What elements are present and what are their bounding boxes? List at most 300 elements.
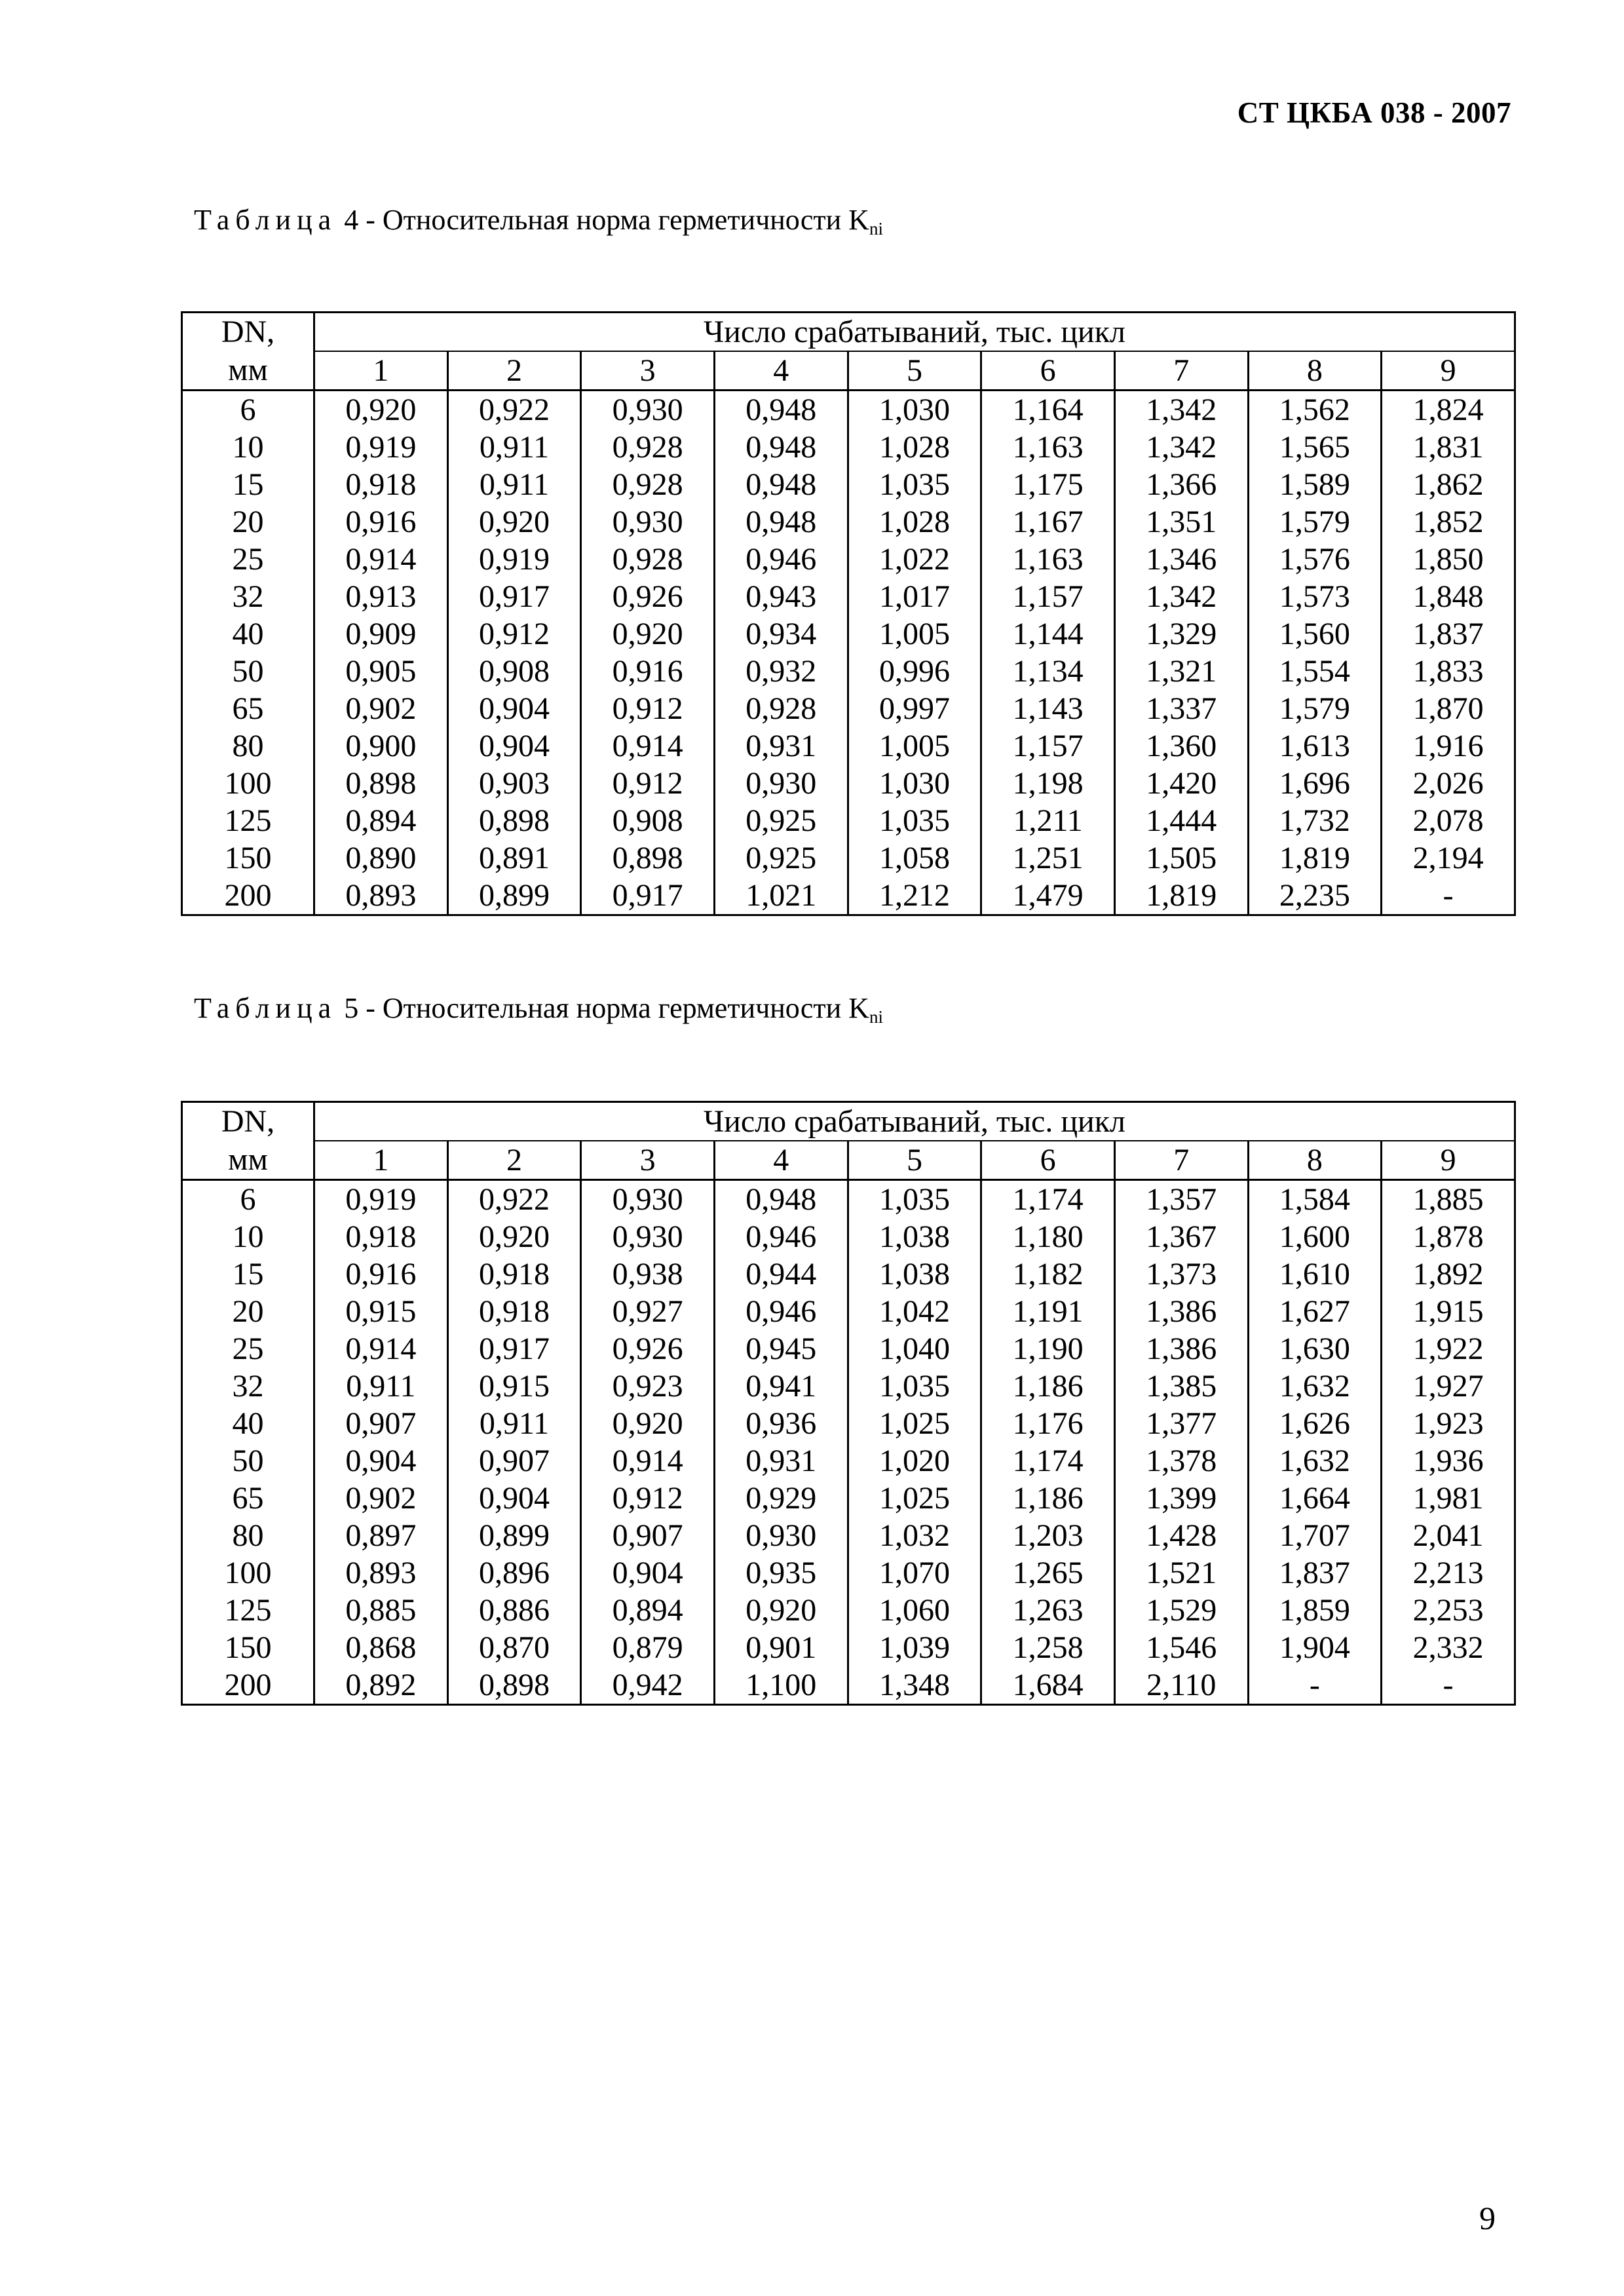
table-row (182, 466, 1515, 503)
value-cell: 1,022 (848, 541, 981, 578)
column-header-cell: 3 (581, 351, 715, 391)
value-cell: 1,428 (1114, 1517, 1248, 1554)
value-cell: 1,357 (1114, 1180, 1248, 1219)
dn-cell: 65 (182, 690, 314, 727)
value-cell: 1,576 (1248, 541, 1382, 578)
value-cell: 1,351 (1114, 503, 1248, 541)
value-cell: 1,211 (981, 802, 1115, 839)
value-cell: 2,041 (1382, 1517, 1515, 1554)
value-cell: 1,579 (1248, 503, 1382, 541)
value-cell: 1,038 (848, 1255, 981, 1293)
value-cell: 1,028 (848, 429, 981, 466)
value-cell: 1,039 (848, 1629, 981, 1666)
header-row (182, 313, 1515, 352)
value-cell: 0,914 (581, 727, 715, 765)
column-header-cell: 1 (314, 351, 448, 391)
table-row (182, 877, 1515, 915)
value-cell: 1,157 (981, 727, 1115, 765)
value-cell: 1,180 (981, 1218, 1115, 1255)
value-cell: 0,916 (314, 503, 448, 541)
table-row (182, 839, 1515, 877)
value-cell: 1,565 (1248, 429, 1382, 466)
value-cell: 1,203 (981, 1517, 1115, 1554)
table-5-caption (194, 991, 883, 1027)
column-header-cell: 7 (1114, 1141, 1248, 1180)
value-cell: 0,911 (447, 1405, 581, 1442)
value-cell: 1,144 (981, 615, 1115, 653)
column-header-cell: 5 (848, 1141, 981, 1180)
value-cell: 0,926 (581, 1330, 715, 1368)
value-cell: 1,862 (1382, 466, 1515, 503)
value-cell: 0,948 (714, 1180, 848, 1219)
value-cell: 0,996 (848, 653, 981, 690)
value-cell: 1,819 (1114, 877, 1248, 915)
data-table (181, 311, 1516, 916)
dn-header-cell: DN, (182, 1102, 314, 1141)
data-table (181, 1101, 1516, 1706)
value-cell: 0,930 (581, 503, 715, 541)
value-cell: 1,366 (1114, 466, 1248, 503)
table-row (182, 429, 1515, 466)
table-row (182, 1629, 1515, 1666)
column-header-cell: 9 (1382, 351, 1515, 391)
value-cell: 0,891 (447, 839, 581, 877)
value-cell: 1,627 (1248, 1293, 1382, 1330)
table-row (182, 391, 1515, 429)
value-cell: 0,907 (447, 1442, 581, 1480)
dn-cell: 6 (182, 1180, 314, 1219)
header-row (182, 1102, 1515, 1141)
table-4 (181, 311, 1516, 916)
value-cell: 1,610 (1248, 1255, 1382, 1293)
dn-cell: 200 (182, 1666, 314, 1705)
value-cell: 1,035 (848, 1368, 981, 1405)
dn-unit-cell: мм (182, 351, 314, 391)
value-cell: 0,932 (714, 653, 848, 690)
value-cell: 0,917 (447, 578, 581, 615)
table-row (182, 1442, 1515, 1480)
value-cell: 1,916 (1382, 727, 1515, 765)
dn-cell: 40 (182, 615, 314, 653)
column-header-cell: 5 (848, 351, 981, 391)
value-cell: 0,934 (714, 615, 848, 653)
caption-word: Таблица (194, 992, 337, 1024)
value-cell: 1,664 (1248, 1480, 1382, 1517)
value-cell: 0,907 (314, 1405, 448, 1442)
value-cell: 0,886 (447, 1592, 581, 1629)
caption-subscript: ni (869, 1007, 883, 1027)
value-cell: 0,943 (714, 578, 848, 615)
value-cell: 1,837 (1382, 615, 1515, 653)
value-cell: 0,918 (447, 1255, 581, 1293)
value-cell: 1,922 (1382, 1330, 1515, 1368)
dn-cell: 20 (182, 1293, 314, 1330)
value-cell: 1,342 (1114, 578, 1248, 615)
dn-cell: 6 (182, 391, 314, 429)
table-row (182, 1180, 1515, 1219)
value-cell: 1,529 (1114, 1592, 1248, 1629)
value-cell: 0,948 (714, 466, 848, 503)
value-cell: 1,521 (1114, 1554, 1248, 1592)
value-cell: 0,929 (714, 1480, 848, 1517)
table-row (182, 727, 1515, 765)
table-row (182, 503, 1515, 541)
dn-cell: 50 (182, 653, 314, 690)
value-cell: 0,912 (581, 1480, 715, 1517)
table-row (182, 1218, 1515, 1255)
dn-cell: 125 (182, 1592, 314, 1629)
value-cell: 1,444 (1114, 802, 1248, 839)
value-cell: 1,831 (1382, 429, 1515, 466)
value-cell: 1,546 (1114, 1629, 1248, 1666)
value-cell: 1,265 (981, 1554, 1115, 1592)
table-row (182, 1517, 1515, 1554)
value-cell: 1,632 (1248, 1368, 1382, 1405)
value-cell: 1,258 (981, 1629, 1115, 1666)
value-cell: 2,213 (1382, 1554, 1515, 1592)
value-cell: 1,589 (1248, 466, 1382, 503)
value-cell: 0,931 (714, 1442, 848, 1480)
value-cell: 0,925 (714, 802, 848, 839)
value-cell: 0,920 (447, 503, 581, 541)
value-cell: 0,893 (314, 1554, 448, 1592)
value-cell: 0,942 (581, 1666, 715, 1705)
dn-cell: 100 (182, 765, 314, 802)
value-cell: 1,399 (1114, 1480, 1248, 1517)
table-row (182, 578, 1515, 615)
value-cell: 1,852 (1382, 503, 1515, 541)
value-cell: 0,914 (314, 541, 448, 578)
value-cell: 0,920 (581, 1405, 715, 1442)
value-cell: 1,707 (1248, 1517, 1382, 1554)
value-cell: 2,110 (1114, 1666, 1248, 1705)
value-cell: 0,946 (714, 541, 848, 578)
value-cell: 2,194 (1382, 839, 1515, 877)
value-cell: 1,163 (981, 541, 1115, 578)
value-cell: 0,912 (581, 690, 715, 727)
value-cell: 1,684 (981, 1666, 1115, 1705)
value-cell: 1,732 (1248, 802, 1382, 839)
value-cell: 1,584 (1248, 1180, 1382, 1219)
value-cell: 1,819 (1248, 839, 1382, 877)
value-cell: 1,878 (1382, 1218, 1515, 1255)
value-cell: 0,920 (714, 1592, 848, 1629)
value-cell: 0,908 (581, 802, 715, 839)
value-cell: 1,212 (848, 877, 981, 915)
value-cell: 1,134 (981, 653, 1115, 690)
value-cell: 1,373 (1114, 1255, 1248, 1293)
column-header-cell: 9 (1382, 1141, 1515, 1180)
value-cell: 1,348 (848, 1666, 981, 1705)
value-cell: 0,879 (581, 1629, 715, 1666)
table-row (182, 1330, 1515, 1368)
value-cell: 0,948 (714, 391, 848, 429)
value-cell: 0,899 (447, 877, 581, 915)
value-cell: 1,981 (1382, 1480, 1515, 1517)
dn-cell: 150 (182, 1629, 314, 1666)
dn-cell: 15 (182, 1255, 314, 1293)
value-cell: 1,573 (1248, 578, 1382, 615)
dn-cell: 80 (182, 1517, 314, 1554)
value-cell: 1,337 (1114, 690, 1248, 727)
value-cell: 0,899 (447, 1517, 581, 1554)
table-row (182, 615, 1515, 653)
value-cell: 0,908 (447, 653, 581, 690)
value-cell: 1,632 (1248, 1442, 1382, 1480)
value-cell: 1,824 (1382, 391, 1515, 429)
value-cell: 1,176 (981, 1405, 1115, 1442)
value-cell: 0,913 (314, 578, 448, 615)
value-cell: 0,915 (314, 1293, 448, 1330)
value-cell: 0,902 (314, 1480, 448, 1517)
value-cell: 0,922 (447, 1180, 581, 1219)
value-cell: 1,164 (981, 391, 1115, 429)
dn-cell: 32 (182, 578, 314, 615)
value-cell: 0,928 (581, 466, 715, 503)
value-cell: 0,935 (714, 1554, 848, 1592)
value-cell: 1,175 (981, 466, 1115, 503)
value-cell: 1,190 (981, 1330, 1115, 1368)
value-cell: 0,904 (314, 1442, 448, 1480)
value-cell: 0,898 (447, 1666, 581, 1705)
column-header-cell: 8 (1248, 351, 1382, 391)
value-cell: 0,945 (714, 1330, 848, 1368)
value-cell: 0,946 (714, 1218, 848, 1255)
caption-word: Таблица (194, 204, 337, 236)
value-cell: 0,893 (314, 877, 448, 915)
value-cell: 0,948 (714, 503, 848, 541)
dn-cell: 40 (182, 1405, 314, 1442)
value-cell: 0,915 (447, 1368, 581, 1405)
column-header-cell: 7 (1114, 351, 1248, 391)
value-cell: 0,900 (314, 727, 448, 765)
value-cell: - (1248, 1666, 1382, 1705)
value-cell: 0,894 (581, 1592, 715, 1629)
table-row (182, 541, 1515, 578)
value-cell: 0,948 (714, 429, 848, 466)
value-cell: 1,626 (1248, 1405, 1382, 1442)
value-cell: 1,035 (848, 1180, 981, 1219)
value-cell: 1,005 (848, 727, 981, 765)
value-cell: 0,904 (581, 1554, 715, 1592)
value-cell: 0,914 (314, 1330, 448, 1368)
value-cell: 0,911 (314, 1368, 448, 1405)
value-cell: 0,919 (314, 1180, 448, 1219)
value-cell: 1,251 (981, 839, 1115, 877)
value-cell: 0,919 (447, 541, 581, 578)
value-cell: 2,026 (1382, 765, 1515, 802)
caption-text: 4 - Относительная норма герметичности K (344, 204, 869, 236)
value-cell: 0,927 (581, 1293, 715, 1330)
value-cell: 0,928 (581, 541, 715, 578)
value-cell: 0,920 (314, 391, 448, 429)
value-cell: 1,191 (981, 1293, 1115, 1330)
column-header-cell: 6 (981, 1141, 1115, 1180)
value-cell: 1,035 (848, 466, 981, 503)
value-cell: 0,909 (314, 615, 448, 653)
value-cell: 0,916 (314, 1255, 448, 1293)
table-row (182, 1666, 1515, 1705)
value-cell: 0,930 (714, 1517, 848, 1554)
document-code: СТ ЦКБА 038 - 2007 (1237, 96, 1511, 129)
value-cell: 0,901 (714, 1629, 848, 1666)
table-row (182, 1368, 1515, 1405)
value-cell: - (1382, 1666, 1515, 1705)
value-cell: 1,032 (848, 1517, 981, 1554)
value-cell: 0,919 (314, 429, 448, 466)
value-cell: 1,028 (848, 503, 981, 541)
value-cell: 1,017 (848, 578, 981, 615)
value-cell: 1,613 (1248, 727, 1382, 765)
value-cell: 0,917 (581, 877, 715, 915)
column-header-cell: 4 (714, 351, 848, 391)
value-cell: 1,420 (1114, 765, 1248, 802)
value-cell: 1,058 (848, 839, 981, 877)
value-cell: 1,377 (1114, 1405, 1248, 1442)
dn-cell: 50 (182, 1442, 314, 1480)
column-header-cell: 2 (447, 1141, 581, 1180)
value-cell: 1,025 (848, 1480, 981, 1517)
value-cell: 0,896 (447, 1554, 581, 1592)
value-cell: 2,078 (1382, 802, 1515, 839)
value-cell: 1,360 (1114, 727, 1248, 765)
value-cell: 0,938 (581, 1255, 715, 1293)
value-cell: 0,898 (314, 765, 448, 802)
table-row (182, 1255, 1515, 1293)
table-row (182, 653, 1515, 690)
column-header-cell: 1 (314, 1141, 448, 1180)
value-cell: 0,944 (714, 1255, 848, 1293)
value-cell: 1,342 (1114, 429, 1248, 466)
value-cell: 0,912 (581, 765, 715, 802)
value-cell: 0,918 (314, 466, 448, 503)
value-cell: 1,904 (1248, 1629, 1382, 1666)
value-cell: 1,167 (981, 503, 1115, 541)
value-cell: 1,936 (1382, 1442, 1515, 1480)
value-cell: 0,920 (447, 1218, 581, 1255)
value-cell: 1,342 (1114, 391, 1248, 429)
value-cell: 1,329 (1114, 615, 1248, 653)
table-row (182, 1480, 1515, 1517)
value-cell: 0,918 (314, 1218, 448, 1255)
value-cell: 1,850 (1382, 541, 1515, 578)
dn-cell: 200 (182, 877, 314, 915)
value-cell: 1,346 (1114, 541, 1248, 578)
value-cell: 1,182 (981, 1255, 1115, 1293)
value-cell: 0,923 (581, 1368, 715, 1405)
value-cell: 1,070 (848, 1554, 981, 1592)
table-5 (181, 1101, 1516, 1706)
value-cell: 0,946 (714, 1293, 848, 1330)
value-cell: 0,902 (314, 690, 448, 727)
value-cell: 0,911 (447, 466, 581, 503)
value-cell: 1,833 (1382, 653, 1515, 690)
caption-subscript: ni (869, 219, 883, 239)
value-cell: 0,997 (848, 690, 981, 727)
value-cell: 1,915 (1382, 1293, 1515, 1330)
value-cell: 0,930 (581, 391, 715, 429)
value-cell: 2,235 (1248, 877, 1382, 915)
value-cell: 1,554 (1248, 653, 1382, 690)
page-number: 9 (1479, 2200, 1496, 2236)
column-header-cell: 8 (1248, 1141, 1382, 1180)
value-cell: 0,917 (447, 1330, 581, 1368)
value-cell: 0,904 (447, 727, 581, 765)
value-cell: 1,885 (1382, 1180, 1515, 1219)
value-cell: 0,905 (314, 653, 448, 690)
dn-cell: 100 (182, 1554, 314, 1592)
value-cell: 1,386 (1114, 1330, 1248, 1368)
value-cell: 0,898 (447, 802, 581, 839)
dn-cell: 65 (182, 1480, 314, 1517)
value-cell: 0,894 (314, 802, 448, 839)
value-cell: 0,903 (447, 765, 581, 802)
header-row (182, 351, 1515, 391)
value-cell: 1,020 (848, 1442, 981, 1480)
value-cell: 1,505 (1114, 839, 1248, 877)
group-header-cell: Число срабатываний, тыс. цикл (314, 313, 1515, 352)
table-row (182, 1405, 1515, 1442)
value-cell: 1,174 (981, 1442, 1115, 1480)
table-row (182, 765, 1515, 802)
value-cell: 1,870 (1382, 690, 1515, 727)
value-cell: 0,897 (314, 1517, 448, 1554)
value-cell: 1,562 (1248, 391, 1382, 429)
table-row (182, 690, 1515, 727)
dn-cell: 125 (182, 802, 314, 839)
table-row (182, 802, 1515, 839)
dn-cell: 15 (182, 466, 314, 503)
value-cell: 0,904 (447, 1480, 581, 1517)
value-cell: 0,870 (447, 1629, 581, 1666)
value-cell: 0,930 (581, 1180, 715, 1219)
value-cell: 0,907 (581, 1517, 715, 1554)
value-cell: 0,941 (714, 1368, 848, 1405)
value-cell: 1,021 (714, 877, 848, 915)
dn-cell: 10 (182, 1218, 314, 1255)
value-cell: 1,848 (1382, 578, 1515, 615)
table-row (182, 1554, 1515, 1592)
column-header-cell: 4 (714, 1141, 848, 1180)
table-row (182, 1293, 1515, 1330)
value-cell: 1,174 (981, 1180, 1115, 1219)
value-cell: 1,927 (1382, 1368, 1515, 1405)
value-cell: 1,837 (1248, 1554, 1382, 1592)
value-cell: 0,890 (314, 839, 448, 877)
group-header-cell: Число срабатываний, тыс. цикл (314, 1102, 1515, 1141)
value-cell: 0,885 (314, 1592, 448, 1629)
value-cell: 1,035 (848, 802, 981, 839)
value-cell: 1,186 (981, 1480, 1115, 1517)
value-cell: 1,378 (1114, 1442, 1248, 1480)
value-cell: 1,367 (1114, 1218, 1248, 1255)
value-cell: 2,253 (1382, 1592, 1515, 1629)
value-cell: 1,263 (981, 1592, 1115, 1629)
value-cell: 0,916 (581, 653, 715, 690)
value-cell: 1,560 (1248, 615, 1382, 653)
dn-cell: 150 (182, 839, 314, 877)
dn-cell: 25 (182, 541, 314, 578)
value-cell: 0,914 (581, 1442, 715, 1480)
value-cell: 0,892 (314, 1666, 448, 1705)
value-cell: 1,186 (981, 1368, 1115, 1405)
value-cell: 1,630 (1248, 1330, 1382, 1368)
dn-cell: 20 (182, 503, 314, 541)
value-cell: 1,696 (1248, 765, 1382, 802)
header-row (182, 1141, 1515, 1180)
value-cell: 1,163 (981, 429, 1115, 466)
value-cell: 0,911 (447, 429, 581, 466)
